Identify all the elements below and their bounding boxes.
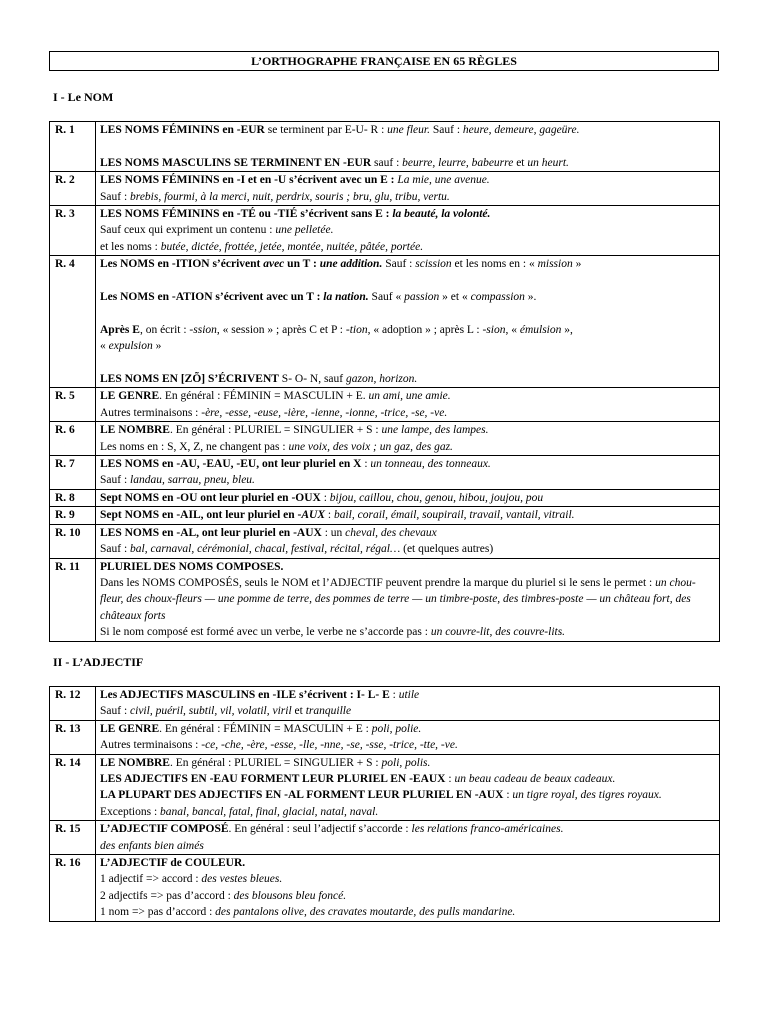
rule-line: [100, 490, 715, 506]
rule-text-run: :: [503, 789, 513, 802]
rule-line: [100, 239, 715, 255]
rule-number: R. 6: [50, 422, 96, 456]
rule-text: [96, 687, 720, 721]
rule-line: [100, 405, 715, 421]
rule-line: [100, 855, 715, 871]
rule-example: poli, polis.: [381, 756, 431, 769]
rule-keyword: Après E: [100, 323, 140, 336]
rule-text-run: Sauf :: [100, 705, 131, 718]
rule-example: un couvre-lit, des couvre-lits.: [430, 626, 566, 639]
rule-text-run: :: [325, 509, 334, 522]
rule-row-13: [50, 720, 720, 754]
rule-row-5: [50, 388, 720, 422]
rule-number: R. 9: [50, 507, 96, 524]
rule-example: tion: [349, 323, 368, 336]
rule-line: [100, 222, 715, 238]
rule-keyword: LES NOMS FÉMININS en -I et en -U s’écrivent avec un E :: [100, 174, 398, 187]
rule-keyword: Les NOMS en -ITION s’écrivent: [100, 258, 264, 271]
rule-example: la beauté, la volonté.: [392, 208, 491, 221]
rule-number: R. 14: [50, 754, 96, 821]
rule-text-run: , «: [505, 323, 520, 336]
rule-text: [96, 754, 720, 821]
rule-row-10: [50, 524, 720, 558]
rule-line: [100, 721, 715, 737]
rule-text-run: Sauf :: [100, 474, 131, 487]
rule-number: R. 4: [50, 256, 96, 388]
rule-number: R. 1: [50, 122, 96, 172]
rule-row-7: [50, 456, 720, 490]
rule-line: [100, 122, 715, 138]
rule-keyword: LES NOMS FÉMININS en -EUR: [100, 124, 265, 136]
rule-keyword: LES NOMS MASCULINS SE TERMINENT EN -EUR: [100, 156, 372, 169]
rule-row-16: [50, 855, 720, 922]
rule-example: -ce, -che, -ère, -esse, -lle, -nne, -se, -sse, -trice, -tte, -ve.: [201, 739, 458, 752]
rule-keyword: PLURIEL DES NOMS COMPOSES.: [100, 560, 284, 573]
rule-example: une addition.: [319, 258, 383, 271]
rule-example: utile: [398, 689, 420, 701]
rule-keyword: LES ADJECTIFS EN -EAU FORMENT LEUR PLURIEL EN -EAUX: [100, 773, 446, 786]
rule-text: [96, 422, 720, 456]
rule-line: [100, 256, 715, 272]
rule-row-2: [50, 172, 720, 206]
rule-text-run: :: [320, 491, 330, 504]
rule-example: expulsion: [108, 340, 153, 353]
rule-number: R. 11: [50, 558, 96, 641]
rule-line: [100, 206, 715, 222]
rule-number: R. 5: [50, 388, 96, 422]
rule-example: -ère, -esse, -euse, -ière, -ienne, -ionne, -trice, -se, -ve.: [201, 406, 448, 419]
rule-line: [100, 821, 715, 837]
rule-text-run: »: [572, 258, 582, 271]
rule-text-run: . En général : seul l’adjectif s’accorde :: [228, 823, 412, 836]
rule-example: bijou, caillou, chou, genou, hibou, joujou, pou: [329, 491, 544, 504]
section-heading-nom: I - Le NOM: [53, 90, 114, 104]
rule-line: [100, 172, 715, 188]
section-heading-adjectif: II - L’ADJECTIF: [53, 655, 144, 669]
rule-row-11: [50, 558, 720, 641]
rule-number: R. 16: [50, 855, 96, 922]
rule-text-run: , « session » ; après C et P : -: [216, 323, 350, 336]
rule-text: [96, 524, 720, 558]
rule-row-8: [50, 489, 720, 506]
rule-row-1: [50, 122, 720, 172]
rule-example: bail, corail, émail, soupirail, travail, vantail, vitrail.: [333, 509, 575, 522]
rule-example: brebis, fourmi, à la merci, nuit, perdrix, souris ; bru, glu, tribu, vertu.: [130, 190, 450, 203]
rule-example: des pantalons olive, des cravates moutarde, des pulls mandarine.: [215, 906, 516, 919]
rule-example: des vestes bleues.: [201, 873, 283, 886]
rule-text: [96, 855, 720, 922]
rule-text-run: »: [152, 340, 162, 353]
rule-row-9: [50, 507, 720, 524]
rule-example: bal, carnaval, cérémonial, chacal, festival, récital, régal…: [130, 543, 401, 556]
rule-text-run: . En général : FÉMININ = MASCULIN + E :: [159, 722, 372, 735]
rule-number: R. 3: [50, 206, 96, 256]
rule-line: [100, 189, 715, 205]
rule-line: [100, 703, 715, 719]
rule-example: sion: [486, 323, 506, 336]
rule-paragraph: [100, 787, 715, 820]
rule-text: [96, 456, 720, 490]
rule-text-run: Les noms en : S, X, Z, ne changent pas :: [100, 440, 289, 453]
rule-text-run: et: [291, 705, 306, 718]
rule-text-run: Exceptions :: [100, 805, 161, 818]
rule-text-run: . En général : PLURIEL = SINGULIER + S :: [169, 756, 382, 769]
rule-number: R. 7: [50, 456, 96, 490]
rule-number: R. 2: [50, 172, 96, 206]
rule-example: landau, sarrau, pneu, bleu.: [130, 474, 255, 487]
rule-keyword: LES NOMS EN [ZÕ] S’ÉCRIVENT: [100, 373, 279, 386]
rule-line: [100, 838, 715, 854]
rule-example: compassion: [470, 291, 525, 304]
rule-text-run: , on écrit : -: [139, 323, 194, 336]
rule-text-run: . En général : FÉMININ = MASCULIN + E.: [159, 390, 369, 403]
rule-example: émulsion: [519, 323, 562, 336]
rule-keyword: LE GENRE: [100, 390, 160, 403]
rule-text: [96, 122, 720, 172]
rule-line: [100, 422, 715, 438]
rule-example: les relations franco-américaines.: [411, 823, 564, 836]
rule-text-run: 1 nom => pas d’accord :: [100, 906, 216, 919]
rule-row-6: [50, 422, 720, 456]
document-title: L’ORTHOGRAPHE FRANÇAISE EN 65 RÈGLES: [49, 51, 719, 71]
rule-text-run: Sauf :: [100, 543, 131, 556]
rule-text-run: :: [389, 689, 399, 701]
rule-number: R. 10: [50, 524, 96, 558]
rule-number: R. 8: [50, 489, 96, 506]
rule-text-run: »,: [561, 323, 573, 336]
rule-keyword: LES NOMS FÉMININS en -TÉ ou -TIÉ s’écrivent sans E :: [100, 208, 393, 221]
rule-example: mission: [537, 258, 573, 271]
rule-example: la nation.: [323, 291, 369, 304]
rule-line: [100, 439, 715, 455]
rule-example: une pelletée.: [275, 224, 334, 237]
rule-example: un beau cadeau de beaux cadeaux.: [454, 773, 616, 786]
rule-example: La mie, une avenue.: [397, 174, 490, 187]
rule-line: [100, 155, 715, 171]
rule-line: [100, 871, 715, 887]
rule-line: [100, 371, 715, 387]
rule-example: butée, dictée, frottée, jetée, montée, nuitée, pâtée, portée.: [160, 240, 424, 253]
rule-keyword: Les ADJECTIFS MASCULINS en -ILE s’écrivent : I- L- E: [100, 689, 390, 701]
rule-line: [100, 456, 715, 472]
rule-text-run: Si le nom composé est formé avec un verbe, le verbe ne s’accorde pas :: [100, 626, 431, 639]
rule-text-run: » et «: [439, 291, 471, 304]
rule-text: [96, 172, 720, 206]
rules-table-nom: [49, 121, 720, 642]
rules-table-adjectif: [49, 686, 720, 922]
rule-keyword: Sept NOMS en -OU ont leur pluriel en -OUX: [100, 491, 321, 504]
rule-line: [100, 624, 715, 640]
rule-text-run: (et quelques autres): [400, 543, 494, 556]
rule-example: des blousons bleu foncé.: [233, 889, 347, 902]
rule-text-run: Sauf :: [382, 258, 416, 271]
rule-example: ssion: [193, 323, 217, 336]
rule-text-run: se terminent par E-U- R :: [264, 124, 388, 136]
rule-text-run: Sauf :: [429, 124, 463, 136]
rule-keyword: avec: [263, 258, 285, 271]
rule-line: [100, 888, 715, 904]
rule-line: [100, 525, 715, 541]
rule-text-run: , « adoption » ; après L : -: [367, 323, 487, 336]
rule-line: [100, 687, 715, 703]
rule-line: [100, 388, 715, 404]
rule-line: [100, 541, 715, 557]
rule-text-run: Sauf «: [368, 291, 405, 304]
rule-example: banal, bancal, fatal, final, glacial, natal, naval.: [160, 805, 379, 818]
rule-line: [100, 289, 715, 305]
rule-keyword: L’ADJECTIF de COULEUR.: [100, 857, 246, 870]
rule-keyword: Sept NOMS en -AIL, ont leur pluriel en -: [100, 509, 302, 522]
rule-example: des enfants bien aimés: [100, 839, 204, 852]
rule-keyword: Les NOMS en -ATION s’écrivent avec un T :: [100, 291, 324, 304]
rule-text-run: et les noms :: [100, 240, 161, 253]
rule-keyword: LE NOMBRE: [100, 424, 170, 437]
rule-keyword: LE GENRE: [100, 722, 160, 735]
rule-number: R. 13: [50, 720, 96, 754]
rule-text-run: «: [100, 340, 109, 353]
rule-text: [96, 256, 720, 388]
rule-row-12: [50, 687, 720, 721]
rule-text: [96, 388, 720, 422]
rule-text-run: :: [445, 773, 455, 786]
rule-text: [96, 720, 720, 754]
rule-keyword: L’ADJECTIF COMPOSÉ: [100, 823, 229, 836]
rule-row-3: [50, 206, 720, 256]
rule-keyword: LA PLUPART DES ADJECTIFS EN -AL FORMENT LEUR PLURIEL EN -AUX: [100, 789, 504, 802]
rule-example: scission: [415, 258, 452, 271]
rule-line: [100, 507, 715, 523]
rule-example: beurre, leurre, babeurre: [402, 156, 514, 169]
rule-text-run: : un: [321, 526, 346, 539]
rule-keyword: AUX: [301, 509, 326, 522]
rule-text: [96, 206, 720, 256]
rule-example: une fleur.: [387, 124, 430, 136]
rule-line: [100, 771, 715, 787]
rule-row-4: [50, 256, 720, 388]
rule-example: cheval, des chevaux: [345, 526, 437, 539]
rule-row-15: [50, 821, 720, 855]
rule-text-run: Autres terminaisons :: [100, 406, 202, 419]
rule-text-run: Dans les NOMS COMPOSÉS, seuls le NOM et l’ADJECTIF peuvent prendre la marque du pluriel si le sens le permet :: [100, 576, 656, 589]
rule-text-run: S- O- N, sauf: [278, 373, 346, 386]
rule-example: un tonneau, des tonneaux.: [370, 458, 491, 471]
rule-example: un heurt.: [527, 156, 569, 169]
rule-number: R. 15: [50, 821, 96, 855]
rule-text-run: . En général : PLURIEL = SINGULIER + S :: [169, 424, 382, 437]
rule-text: [96, 489, 720, 506]
rule-example: civil, puéril, subtil, vil, volatil, viril: [130, 705, 292, 718]
rule-keyword: LES NOMS en -AL, ont leur pluriel en -AUX: [100, 526, 322, 539]
rule-example: un ami, une amie.: [368, 390, 451, 403]
rule-example: gazon, horizon.: [346, 373, 418, 386]
rule-line: [100, 904, 715, 920]
rule-text: [96, 558, 720, 641]
rule-text: [96, 507, 720, 524]
rule-text: [96, 821, 720, 855]
rule-example: un chou- fleur, des choux-fleurs — une pomme de terre, des pommes de terre — un timbre-poste, des timbres-poste — un château fort, des châteaux forts: [100, 576, 696, 622]
rule-line: [100, 322, 715, 338]
rule-keyword: un T :: [284, 258, 320, 271]
rule-line: [100, 737, 715, 753]
rule-keyword: LES NOMS en -AU, -EAU, -EU, ont leur pluriel en X: [100, 458, 362, 471]
rule-text-run: Sauf ceux qui expriment un contenu :: [100, 224, 276, 237]
rule-line: [100, 559, 715, 575]
rule-example: tranquille: [305, 705, 352, 718]
rule-example: heure, demeure, gageüre.: [462, 124, 580, 136]
rule-keyword: LE NOMBRE: [100, 756, 170, 769]
rule-text-run: sauf :: [371, 156, 403, 169]
rule-paragraph: [100, 575, 715, 624]
rule-example: une voix, des voix ; un gaz, des gaz.: [288, 440, 453, 453]
rule-row-14: [50, 754, 720, 821]
rule-text-run: 2 adjectifs => pas d’accord :: [100, 889, 234, 902]
rule-example: un tigre royal, des tigres royaux.: [512, 789, 662, 802]
rule-text-run: Sauf :: [100, 190, 131, 203]
rule-example: une lampe, des lampes.: [381, 424, 489, 437]
rule-text-run: 1 adjectif => accord :: [100, 873, 202, 886]
rule-line: [100, 338, 715, 354]
rule-text-run: et: [513, 156, 528, 169]
rule-text-run: et les noms en : «: [451, 258, 538, 271]
rule-text-run: Autres terminaisons :: [100, 739, 202, 752]
rule-text-run: :: [361, 458, 371, 471]
rule-number: R. 12: [50, 687, 96, 721]
rule-line: [100, 755, 715, 771]
rule-example: poli, polie.: [371, 722, 422, 735]
rule-text-run: ».: [524, 291, 537, 304]
rule-example: passion: [404, 291, 440, 304]
rule-line: [100, 472, 715, 488]
